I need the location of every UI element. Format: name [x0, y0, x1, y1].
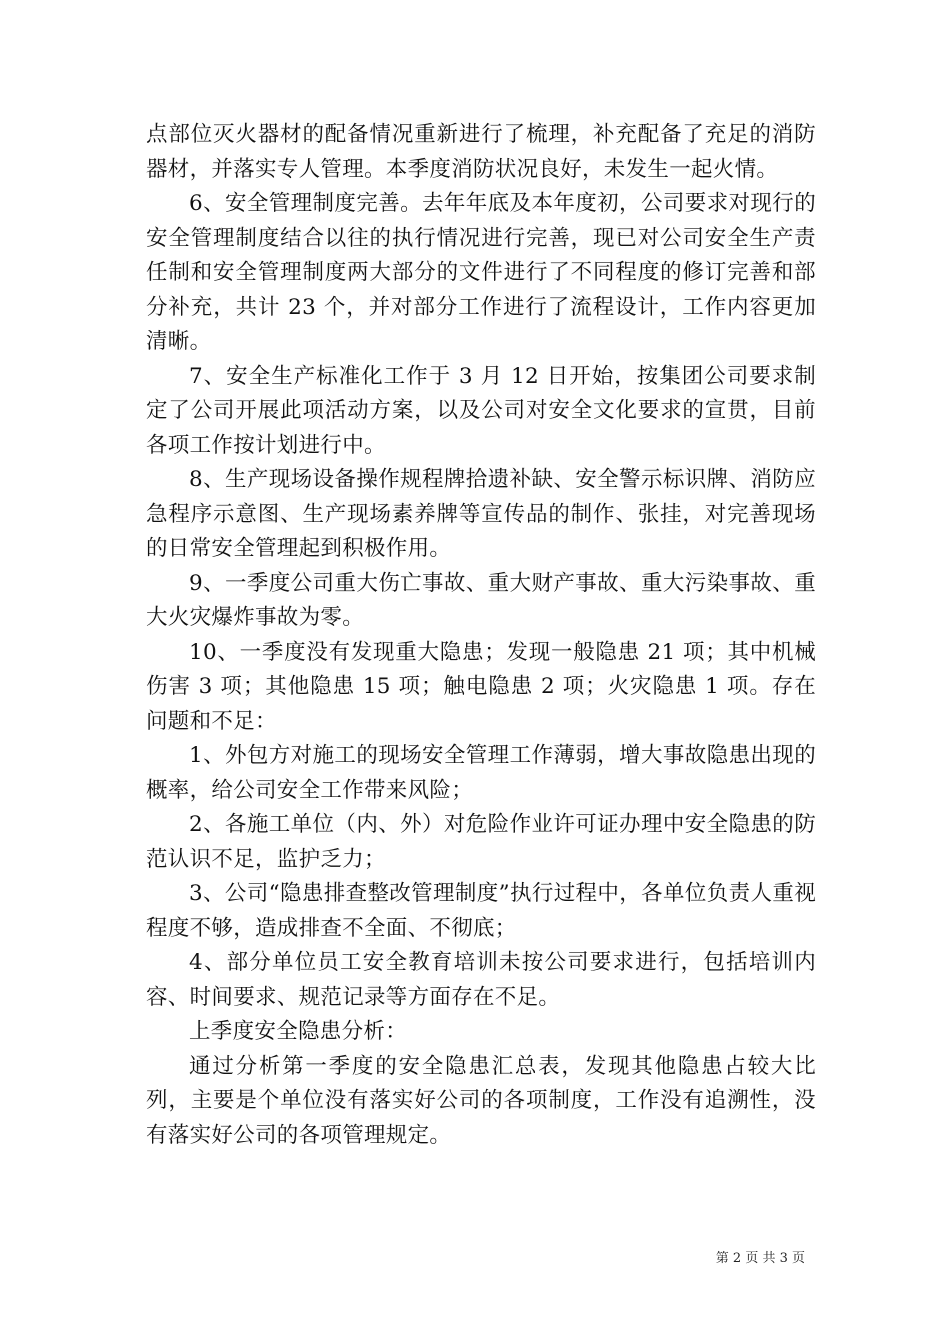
- problem-item-3: 3、公司“隐患排查整改管理制度”执行过程中，各单位负责人重视程度不够，造成排查不全面、不彻底；: [146, 881, 816, 941]
- section-heading-hazard-analysis: 上季度安全隐患分析：: [189, 1019, 408, 1044]
- paragraph-item-9: 9、一季度公司重大伤亡事故、重大财产事故、重大污染事故、重大火灾爆炸事故为零。: [146, 570, 816, 630]
- problem-item-4: 4、部分单位员工安全教育培训未按公司要求进行，包括培训内容、时间要求、规范记录等方面存在不足。: [146, 950, 816, 1010]
- paragraph-item-8: 8、生产现场设备操作规程牌拾遗补缺、安全警示标识牌、消防应急程序示意图、生产现场素养牌等宣传品的制作、张挂，对完善现场的日常安全管理起到积极作用。: [146, 467, 816, 561]
- problem-item-2: 2、各施工单位（内、外）对危险作业许可证办理中安全隐患的防范认识不足，监护乏力；: [146, 812, 816, 872]
- paragraph-hazard-analysis: 通过分析第一季度的安全隐患汇总表，发现其他隐患占较大比列，主要是个单位没有落实好公司的各项制度，工作没有追溯性，没有落实好公司的各项管理规定。: [146, 1053, 816, 1148]
- document-body: [146, 118, 816, 1153]
- problem-item-1: 1、外包方对施工的现场安全管理工作薄弱，增大事故隐患出现的概率，给公司安全工作带来风险；: [146, 743, 816, 803]
- paragraph-item-6: 6、安全管理制度完善。去年年底及本年度初，公司要求对现行的安全管理制度结合以往的执行情况进行完善，现已对公司安全生产责任制和安全管理制度两大部分的文件进行了不同程度的修订完善和部分补充，共计 23 个，并对部分工作进行了流程设计，工作内容更加清晰。: [146, 191, 816, 354]
- paragraph-item-7: 7、安全生产标准化工作于 3 月 12 日开始，按集团公司要求制定了公司开展此项活动方案，以及公司对安全文化要求的宣贯，目前各项工作按计划进行中。: [146, 363, 816, 458]
- page-number-footer: 第 2 页 共 3 页: [715, 1251, 805, 1266]
- paragraph-item-10: 10、一季度没有发现重大隐患；发现一般隐患 21 项；其中机械伤害 3 项；其他隐患 15 项；触电隐患 2 项；火灾隐患 1 项。存在问题和不足：: [146, 639, 816, 734]
- paragraph-continued: 点部位灭火器材的配备情况重新进行了梳理，补充配备了充足的消防器材，并落实专人管理。本季度消防状况良好，未发生一起火情。: [146, 122, 816, 182]
